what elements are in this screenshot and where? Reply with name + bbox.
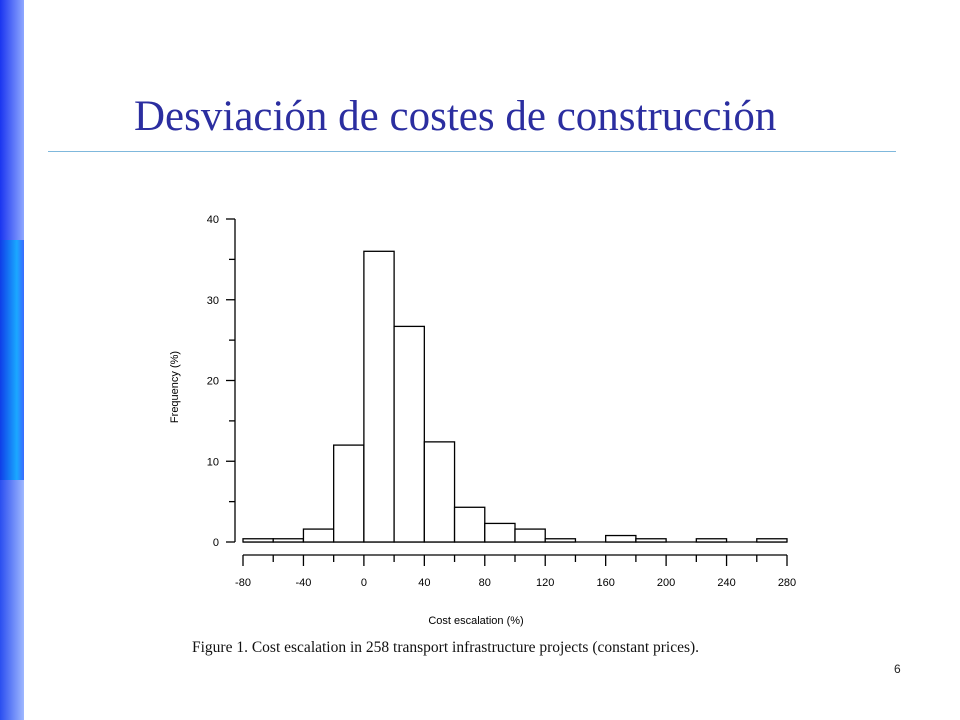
figure-caption: Figure 1. Cost escalation in 258 transport infrastructure projects (constant prices). [192, 639, 700, 656]
x-tick-label: -80 [235, 577, 251, 589]
y-tick-label: 30 [206, 294, 219, 307]
y-axis-label: Frequency (%) [169, 350, 181, 424]
y-tick-label: 40 [206, 214, 219, 226]
histogram-bar [515, 529, 545, 542]
x-tick-label: 160 [596, 577, 615, 589]
x-axis-label: Cost escalation (%) [428, 615, 524, 627]
histogram-bar [424, 442, 454, 542]
histogram-bar [334, 445, 364, 542]
histogram-bar [455, 507, 485, 542]
histogram-bar [364, 251, 394, 542]
histogram-bar [636, 539, 666, 542]
slide-number: 6 [894, 662, 901, 676]
histogram-bar [696, 539, 726, 542]
histogram-bar [273, 539, 303, 542]
x-tick-label: 80 [478, 577, 491, 589]
x-tick-label: -40 [295, 577, 312, 589]
x-tick-label: 0 [360, 577, 367, 589]
x-tick-label: 200 [656, 577, 676, 589]
x-tick-label: 40 [418, 577, 431, 589]
histogram-bars [243, 251, 787, 542]
histogram-bar [606, 536, 636, 542]
x-axis [235, 555, 796, 589]
x-tick-label: 240 [717, 577, 736, 589]
histogram-bar [243, 539, 273, 542]
histogram-bar [757, 539, 787, 542]
histogram-bar [485, 523, 515, 542]
y-tick-label: 10 [206, 456, 219, 469]
y-tick-label: 20 [206, 375, 219, 388]
y-axis [207, 214, 235, 549]
histogram-bar [545, 539, 575, 542]
y-tick-label: 0 [212, 537, 219, 549]
x-tick-label: 280 [777, 577, 797, 589]
slide-title: Desviación de costes de construcción [134, 93, 777, 140]
histogram-bar [394, 326, 424, 542]
histogram-bar [303, 529, 333, 542]
x-tick-label: 120 [536, 577, 555, 589]
